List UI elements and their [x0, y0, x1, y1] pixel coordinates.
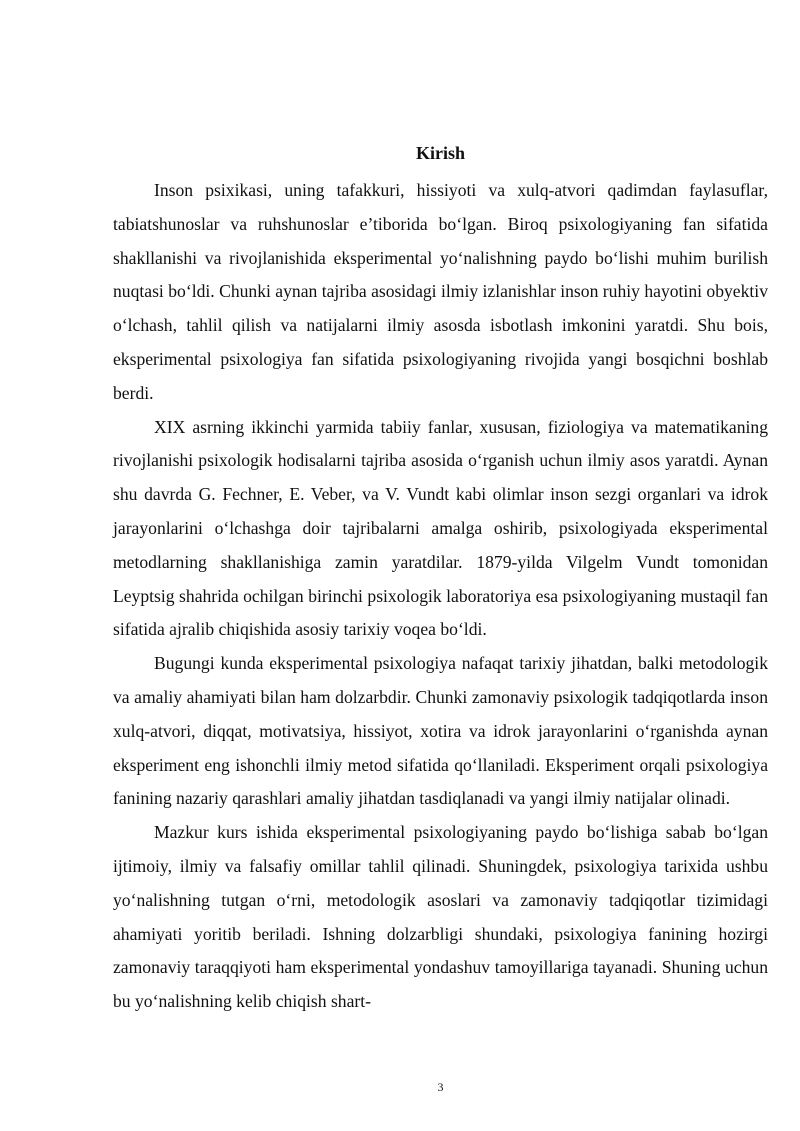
- section-title: Kirish: [415, 143, 465, 163]
- paragraph: Inson psixikasi, uning tafakkuri, hissiyoti va xulq-atvori qadimdan faylasuflar, tabiatshunoslar va ruhshunoslar e’tiborida bo‘lgan. Biroq psixologiyaning fan sifatida shakllanishi va rivojlanishida eksperimental yo‘nalishning paydo bo‘lishi muhim burilish nuqtasi bo‘ldi. Chunki aynan tajriba asosidagi ilmiy izlanishlar inson ruhiy hayotini obyektiv o‘lchash, tahlil qilish va natijalarni ilmiy asosda isbotlash imkonini yaratdi. Shu bois, eksperimental psixologiya fan sifatida psixologiyaning rivojida yangi bosqichni boshlab berdi.: [113, 180, 768, 403]
- paragraph: Mazkur kurs ishida eksperimental psixologiyaning paydo bo‘lishiga sabab bo‘lgan ijtimoiy, ilmiy va falsafiy omillar tahlil qilinadi. Shuningdek, psixologiya tarixida ushbu yo‘nalishning tutgan o‘rni, metodologik asoslari va zamonaviy tadqiqotlar tizimidagi ahamiyati yoritib beriladi. Ishning dolzarbligi shundaki, psixologiya fanining hozirgi zamonaviy taraqqiyoti ham eksperimental yondashuv tamoyillariga tayanadi. Shuning uchun bu yo‘nalishning kelib chiqish shart-: [113, 822, 768, 1012]
- body-text: [113, 174, 768, 1019]
- page-number: 3: [437, 1080, 444, 1094]
- paragraph: Bugungi kunda eksperimental psixologiya nafaqat tarixiy jihatdan, balki metodologik va amaliy ahamiyati bilan ham dolzarbdir. Chunki zamonaviy psixologik tadqiqotlarda inson xulq-atvori, diqqat, motivatsiya, hissiyot, xotira va idrok jarayonlarini o‘rganishda aynan eksperiment eng ishonchli ilmiy metod sifatida qo‘llaniladi. Eksperiment orqali psixologiya fanining nazariy qarashlari amaliy jihatdan tasdiqlanadi va yangi ilmiy natijalar olinadi.: [113, 653, 768, 809]
- paragraph: XIX asrning ikkinchi yarmida tabiiy fanlar, xususan, fiziologiya va matematikaning rivojlanishi psixologik hodisalarni tajriba asosida o‘rganish uchun ilmiy asos yaratdi. Aynan shu davrda G. Fechner, E. Veber, va V. Vundt kabi olimlar inson sezgi organlari va idrok jarayonlarini o‘lchashga doir tajribalarni amalga oshirib, psixologiyada eksperimental metodlarning shakllanishiga zamin yaratdilar. 1879-yilda Vilgelm Vundt tomonidan Leyptsig shahrida ochilgan birinchi psixologik laboratoriya esa psixologiyaning mustaqil fan sifatida ajralib chiqishida asosiy tarixiy voqea bo‘ldi.: [113, 416, 768, 640]
